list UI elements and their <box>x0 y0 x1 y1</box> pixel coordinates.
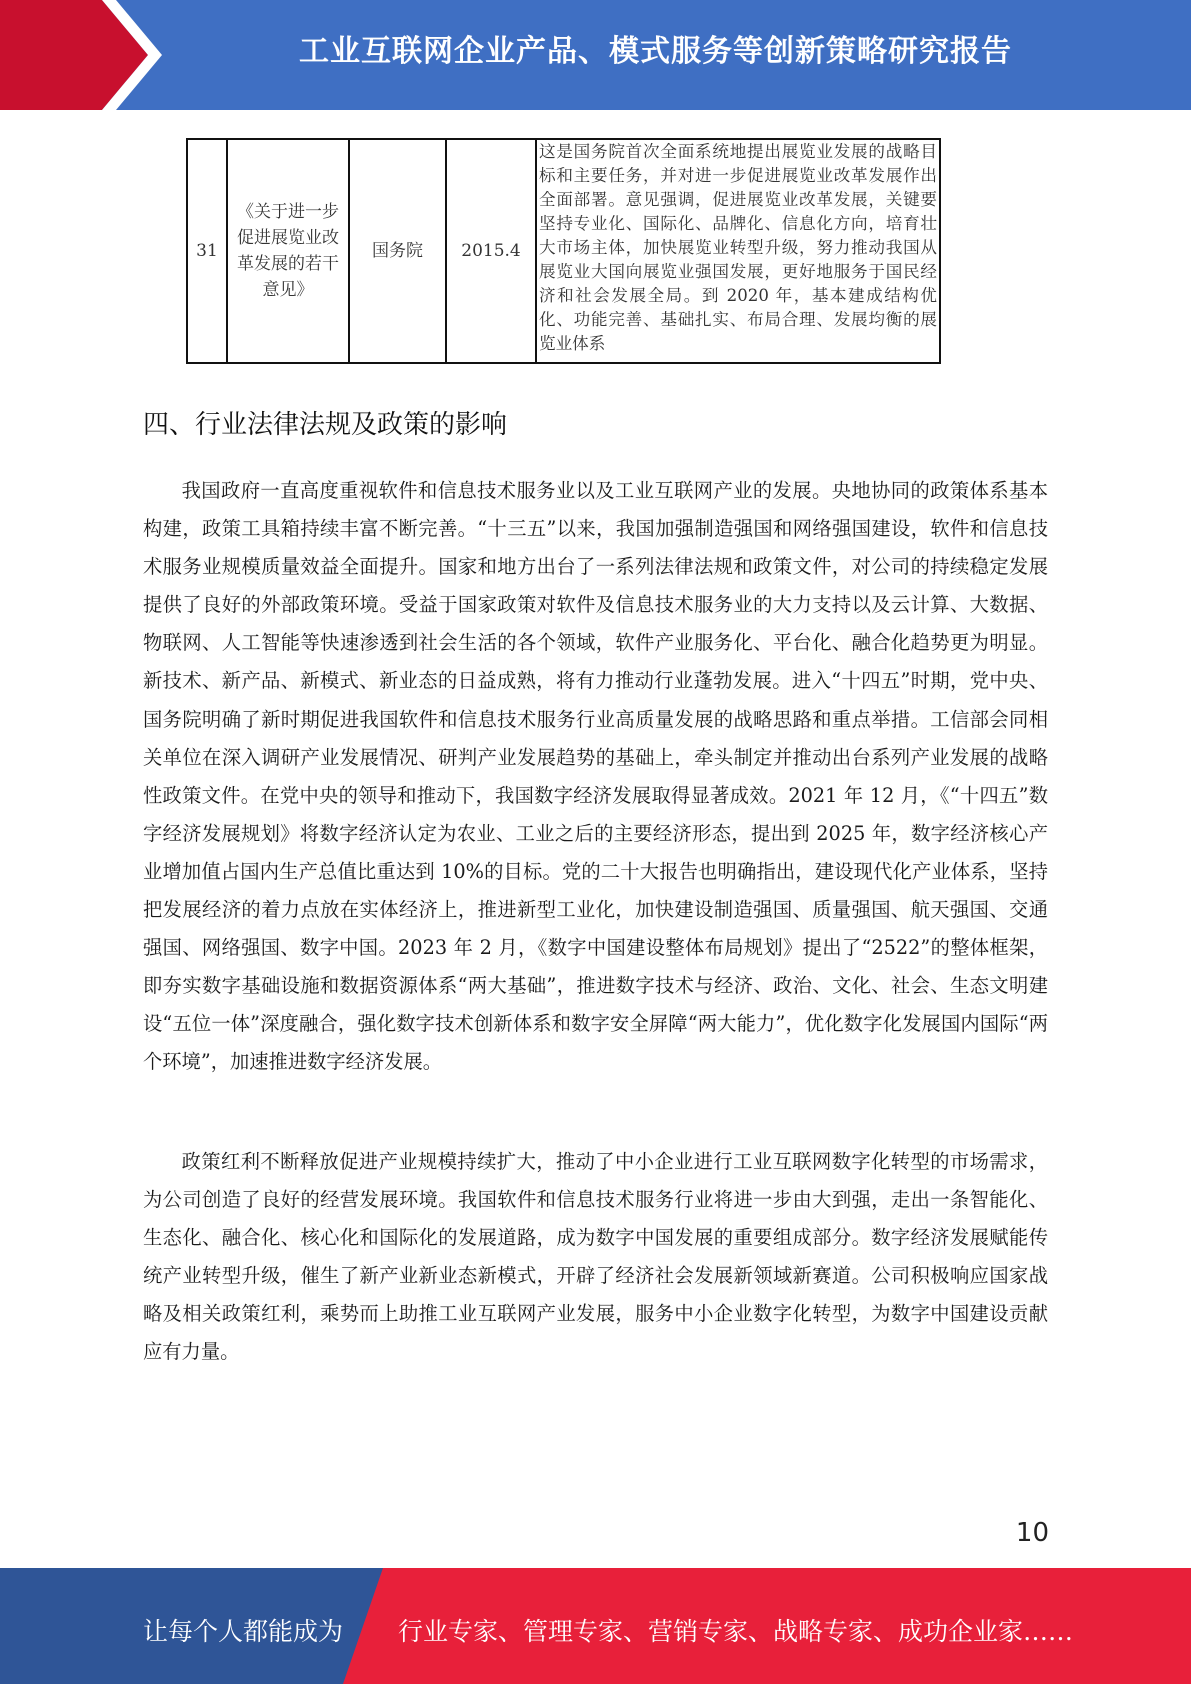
table-row <box>187 139 940 363</box>
body-paragraph-1: 我国政府一直高度重视软件和信息技术服务业以及工业互联网产业的发展。央地协同的政策体系基本构建，政策工具箱持续丰富不断完善。“十三五”以来，我国加强制造强国和网络强国建设，软件和信息技术服务业规模质量效益全面提升。国家和地方出台了一系列法律法规和政策文件，对公司的持续稳定发展提供了良好的外部政策环境。受益于国家政策对软件及信息技术服务业的大力支持以及云计算、大数据、物联网、人工智能等快速渗透到社会生活的各个领域，软件产业服务化、平台化、融合化趋势更为明显。新技术、新产品、新模式、新业态的日益成熟，将有力推动行业蓬勃发展。进入“十四五”时期，党中央、国务院明确了新时期促进我国软件和信息技术服务行业高质量发展的战略思路和重点举措。工信部会同相关单位在深入调研产业发展情况、研判产业发展趋势的基础上，牵头制定并推动出台系列产业发展的战略性政策文件。在党中央的领导和推动下，我国数字经济发展取得显著成效。2021 年 12 月，《“十四五”数字经济发展规划》将数字经济认定为农业、工业之后的主要经济形态，提出到 2025 年，数字经济核心产业增加值占国内生产总值比重达到 10%的目标。党的二十大报告也明确指出，建设现代化产业体系，坚持把发展经济的着力点放在实体经济上，推进新型工业化，加快建设制造强国、质量强国、航天强国、交通强国、网络强国、数字中国。2023 年 2 月，《数字中国建设整体布局规划》提出了“2522”的整体框架，即夯实数字基础设施和数据资源体系“两大基础”，推进数字技术与经济、政治、文化、社会、生态文明建设“五位一体”深度融合，强化数字技术创新体系和数字安全屏障“两大能力”，优化数字化发展国内国际“两个环境”，加速推进数字经济发展。 <box>143 479 1048 1074</box>
body-paragraph-2: 政策红利不断释放促进产业规模持续扩大，推动了中小企业进行工业互联网数字化转型的市场需求，为公司创造了良好的经营发展环境。我国软件和信息技术服务行业将进一步由大到强，走出一条智能化、生态化、融合化、核心化和国际化的发展道路，成为数字中国发展的重要组成部分。数字经济发展赋能传统产业转型升级，催生了新产业新业态新模式，开辟了经济社会发展新领域新赛道。公司积极响应国家战略及相关政策红利，乘势而上助推工业互联网产业发展，服务中小企业数字化转型，为数字中国建设贡献应有力量。 <box>143 1150 1048 1364</box>
page-number: 10 <box>1015 1518 1049 1548</box>
policy-table <box>186 138 941 364</box>
footer-slogan-roles: 行业专家、管理专家、营销专家、战略专家、成功企业家…… <box>398 1617 1074 1646</box>
policy-name: 《关于进一步促进展览业改革发展的若干意见》 <box>227 139 349 363</box>
section-heading: 四、行业法律法规及政策的影响 <box>143 410 508 440</box>
issuing-authority: 国务院 <box>349 139 446 363</box>
issue-date: 2015.4 <box>446 139 536 363</box>
policy-description: 这是国务院首次全面系统地提出展览业发展的战略目标和主要任务，并对进一步促进展览业改革发展作出全面部署。意见强调，促进展览业改革发展，关键要坚持专业化、国际化、品牌化、信息化方向，培育壮大市场主体，加快展览业转型升级，努力推动我国从展览业大国向展览业强国发展，更好地服务于国民经济和社会发展全局。到 2020 年，基本建成结构优化、功能完善、基础扎实、布局合理、发展均衡的展览业体系 <box>536 139 940 363</box>
footer-slogan-lead: 让每个人都能成为 <box>143 1617 344 1646</box>
header-banner <box>0 0 1191 110</box>
document-title: 工业互联网企业产品、模式服务等创新策略研究报告 <box>299 34 1012 69</box>
row-number: 31 <box>187 139 227 363</box>
